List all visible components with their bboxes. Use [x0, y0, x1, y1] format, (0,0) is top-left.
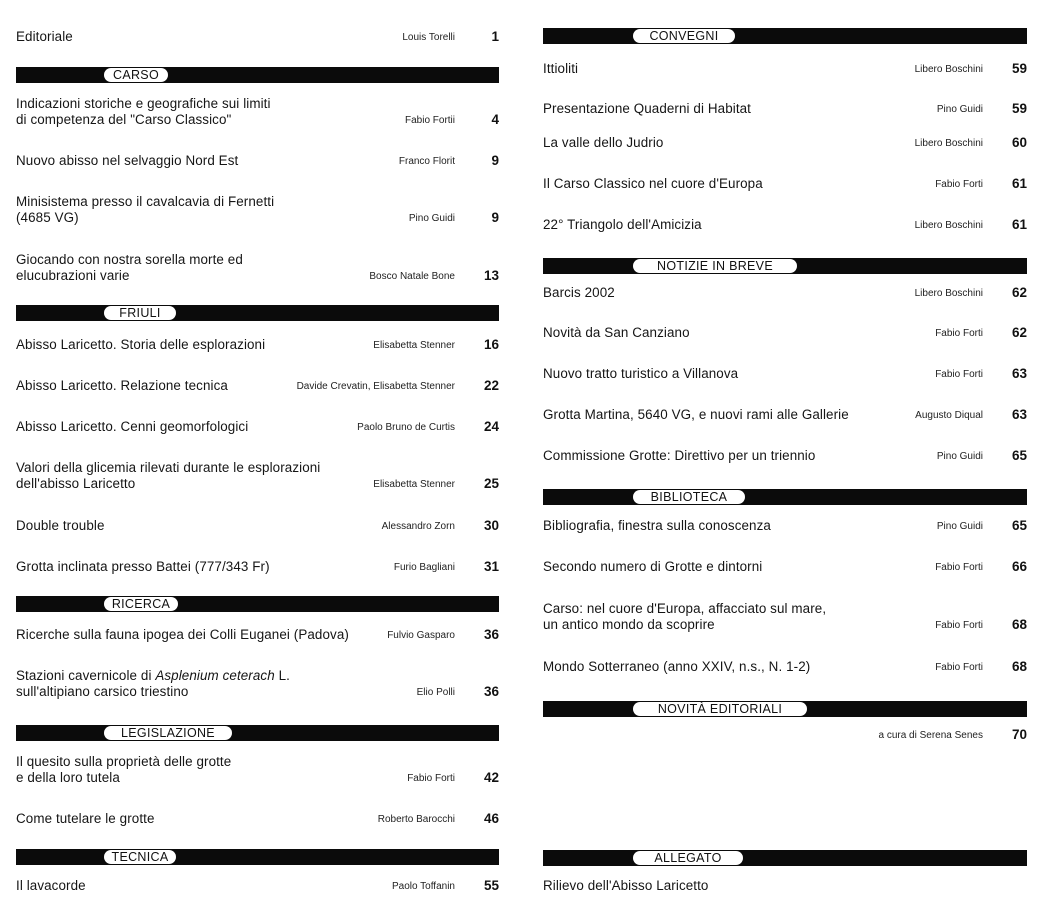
toc-entry — [543, 366, 1027, 382]
entry-author: Fabio Forti — [935, 562, 983, 573]
entry-page-number: 24 — [483, 419, 499, 434]
entry-author: Fabio Forti — [935, 620, 983, 631]
entry-author: Pino Guidi — [408, 213, 455, 224]
entry-page-number: 59 — [1011, 101, 1027, 116]
entry-title: Grotta Martina, 5640 VG, e nuovi rami alle Gallerie — [543, 407, 849, 422]
entry-title-italic: Asplenium ceterach — [155, 668, 275, 683]
toc-entry — [543, 407, 1027, 423]
entry-page-number: 42 — [483, 770, 499, 785]
entry-page-number: 59 — [1011, 61, 1027, 76]
entry-title: Valori della glicemia rilevati durante le esplorazioni dell'abisso Laricetto — [16, 460, 321, 491]
entry-author: Fabio Forti — [407, 773, 455, 784]
section-label: CONVEGNI — [633, 29, 735, 43]
entry-author: Paolo Toffanin — [391, 881, 455, 892]
entry-page-number: 16 — [483, 337, 499, 352]
entry-page-number: 9 — [491, 210, 499, 225]
entry-title: Nuovo tratto turistico a Villanova — [543, 366, 739, 381]
entry-page-number: 60 — [1011, 135, 1027, 150]
entry-title: Commissione Grotte: Direttivo per un triennio — [543, 448, 816, 463]
section-bar — [16, 849, 499, 865]
entry-author: a cura di Serena Senes — [878, 730, 983, 741]
toc-entry — [543, 878, 1027, 894]
toc-entry — [543, 61, 1027, 77]
section-label: LEGISLAZIONE — [104, 726, 232, 740]
toc-entry — [543, 448, 1027, 464]
entry-title: Abisso Laricetto. Relazione tecnica — [16, 378, 228, 393]
section-bar — [543, 850, 1027, 866]
section-label: NOTIZIE IN BREVE — [633, 259, 797, 273]
section-label: BIBLIOTECA — [633, 490, 745, 504]
entry-title-part: Stazioni cavernicole di — [16, 668, 156, 683]
entry-title: Bibliografia, finestra sulla conoscenza — [543, 518, 771, 533]
toc-entry — [543, 518, 1027, 534]
entry-title: Come tutelare le grotte — [16, 811, 155, 826]
entry-title: Rilievo dell'Abisso Laricetto — [543, 878, 709, 893]
entry-title: Editoriale — [16, 29, 73, 44]
entry-author: Augusto Diqual — [915, 410, 983, 421]
section-label: TECNICA — [104, 850, 176, 864]
toc-entry — [16, 378, 499, 394]
toc-entry — [16, 194, 499, 226]
toc-entry — [16, 96, 499, 128]
entry-author: Bosco Natale Bone — [369, 271, 455, 282]
section-label: FRIULI — [104, 306, 176, 320]
toc-entry — [16, 878, 499, 894]
toc-entry — [16, 754, 499, 786]
entry-title — [16, 668, 290, 700]
entry-title: Il lavacorde — [16, 878, 86, 893]
entry-author: Paolo Bruno de Curtis — [357, 422, 455, 433]
entry-title-part: L. sull'altipiano carsico triestino — [16, 668, 290, 699]
entry-author: Elisabetta Stenner — [373, 340, 455, 351]
entry-author: Libero Boschini — [914, 138, 983, 149]
entry-title: Barcis 2002 — [543, 285, 615, 300]
entry-page-number: 31 — [483, 559, 499, 574]
toc-entry — [543, 601, 1027, 633]
toc-left-column — [16, 0, 499, 915]
toc-entry — [543, 559, 1027, 575]
entry-author: Libero Boschini — [914, 220, 983, 231]
entry-author: Libero Boschini — [914, 64, 983, 75]
toc-entry — [16, 337, 499, 353]
section-label: CARSO — [104, 68, 168, 82]
section-label: NOVITÀ EDITORIALI — [633, 702, 807, 716]
entry-page-number: 22 — [483, 378, 499, 393]
toc-right-column — [543, 0, 1027, 915]
entry-title: Novità da San Canziano — [543, 325, 690, 340]
entry-page-number: 36 — [483, 627, 499, 642]
entry-title: Minisistema presso il cavalcavia di Fernetti (4685 VG) — [16, 194, 275, 225]
entry-title: Ricerche sulla fauna ipogea dei Colli Euganei (Padova) — [16, 627, 349, 642]
entry-page-number: 63 — [1011, 366, 1027, 381]
entry-author: Fulvio Gasparo — [387, 630, 455, 641]
toc-entry — [16, 518, 499, 534]
entry-title: Double trouble — [16, 518, 105, 533]
entry-page-number: 61 — [1011, 217, 1027, 232]
entry-page-number: 65 — [1011, 518, 1027, 533]
toc-entry — [16, 252, 499, 284]
entry-page-number: 46 — [483, 811, 499, 826]
entry-title: La valle dello Judrio — [543, 135, 664, 150]
entry-title: Ittioliti — [543, 61, 579, 76]
toc-entry — [16, 153, 499, 169]
section-bar — [16, 596, 499, 612]
toc-entry — [543, 176, 1027, 192]
entry-page-number: 62 — [1011, 285, 1027, 300]
toc-entry — [543, 659, 1027, 675]
entry-title: Abisso Laricetto. Storia delle esplorazioni — [16, 337, 266, 352]
entry-title: Giocando con nostra sorella morte ed elucubrazioni varie — [16, 252, 243, 283]
entry-author: Pino Guidi — [936, 521, 983, 532]
entry-author: Fabio Forti — [935, 328, 983, 339]
section-bar — [16, 725, 499, 741]
entry-author: Furio Bagliani — [393, 562, 455, 573]
entry-author: Elio Polli — [416, 687, 455, 698]
entry-title: Secondo numero di Grotte e dintorni — [543, 559, 763, 574]
toc-entry — [16, 811, 499, 827]
section-bar — [543, 28, 1027, 44]
toc-entry — [16, 668, 499, 700]
entry-page-number: 1 — [491, 29, 499, 44]
entry-page-number: 68 — [1011, 659, 1027, 674]
toc-entry — [16, 460, 499, 492]
entry-author: Fabio Fortii — [404, 115, 455, 126]
entry-page-number: 62 — [1011, 325, 1027, 340]
entry-page-number: 36 — [483, 684, 499, 699]
entry-author: Louis Torelli — [402, 32, 455, 43]
toc-entry — [16, 419, 499, 435]
entry-author: Pino Guidi — [936, 104, 983, 115]
toc-entry — [543, 325, 1027, 341]
entry-title: 22° Triangolo dell'Amicizia — [543, 217, 702, 232]
entry-title: Nuovo abisso nel selvaggio Nord Est — [16, 153, 239, 168]
entry-page-number: 68 — [1011, 617, 1027, 632]
section-label: RICERCA — [104, 597, 178, 611]
entry-author: Elisabetta Stenner — [373, 479, 455, 490]
section-label: ALLEGATO — [633, 851, 743, 865]
toc-entry — [543, 217, 1027, 233]
entry-author: Franco Florit — [398, 156, 455, 167]
entry-author: Fabio Forti — [935, 662, 983, 673]
section-bar — [16, 67, 499, 83]
section-bar — [543, 489, 1027, 505]
entry-author: Alessandro Zorn — [381, 521, 455, 532]
entry-title: Mondo Sotterraneo (anno XXIV, n.s., N. 1-2) — [543, 659, 811, 674]
entry-author: Davide Crevatin, Elisabetta Stenner — [296, 381, 455, 392]
toc-entry — [16, 559, 499, 575]
entry-title: Presentazione Quaderni di Habitat — [543, 101, 752, 116]
entry-author: Fabio Forti — [935, 179, 983, 190]
entry-author: Libero Boschini — [914, 288, 983, 299]
entry-page-number: 61 — [1011, 176, 1027, 191]
entry-title: Abisso Laricetto. Cenni geomorfologici — [16, 419, 249, 434]
entry-author: Roberto Barocchi — [377, 814, 455, 825]
entry-page-number: 70 — [1011, 727, 1027, 742]
section-bar — [16, 305, 499, 321]
entry-page-number: 25 — [483, 476, 499, 491]
entry-page-number: 63 — [1011, 407, 1027, 422]
toc-entry — [543, 285, 1027, 301]
entry-page-number: 65 — [1011, 448, 1027, 463]
entry-page-number: 9 — [491, 153, 499, 168]
entry-page-number: 13 — [483, 268, 499, 283]
entry-author: Fabio Forti — [935, 369, 983, 380]
toc-entry — [543, 101, 1027, 117]
entry-title: Grotta inclinata presso Battei (777/343 Fr) — [16, 559, 270, 574]
entry-title: Il Carso Classico nel cuore d'Europa — [543, 176, 763, 191]
entry-title: Indicazioni storiche e geografiche sui limiti di competenza del "Carso Classico" — [16, 96, 271, 127]
entry-title: Il quesito sulla proprietà delle grotte e della loro tutela — [16, 754, 232, 785]
toc-entry — [543, 135, 1027, 151]
entry-author: Pino Guidi — [936, 451, 983, 462]
toc-entry — [16, 627, 499, 643]
entry-title: Carso: nel cuore d'Europa, affacciato sul mare, un antico mondo da scoprire — [543, 601, 827, 632]
entry-page-number: 66 — [1011, 559, 1027, 574]
toc-entry — [16, 29, 499, 45]
toc-entry — [543, 727, 1027, 743]
entry-page-number: 55 — [483, 878, 499, 893]
entry-page-number: 30 — [483, 518, 499, 533]
entry-page-number: 4 — [491, 112, 499, 127]
